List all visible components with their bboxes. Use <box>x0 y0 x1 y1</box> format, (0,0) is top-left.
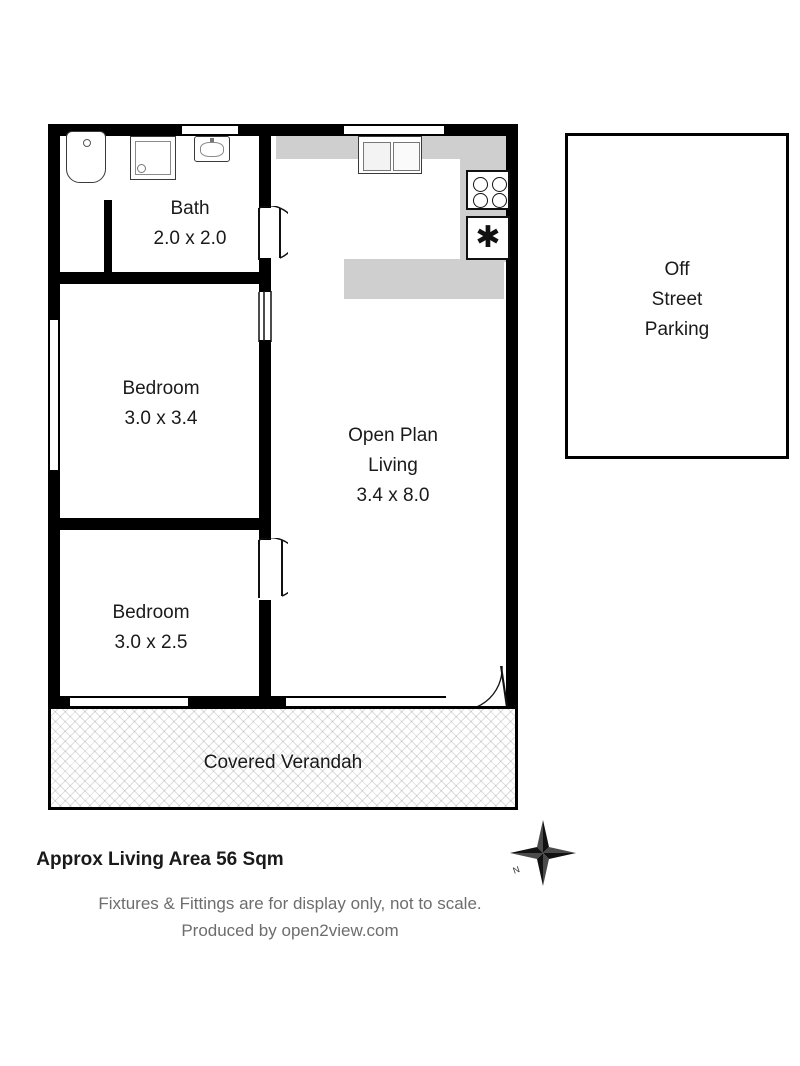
room-label-bath-dims: 2.0 x 2.0 <box>153 228 227 249</box>
parking-label-line2: Street <box>651 289 703 310</box>
interior-wall-bath-bedroom <box>48 272 271 284</box>
parking-label <box>597 255 757 345</box>
room-label-bedroom1 <box>81 374 241 434</box>
room-label-verandah-name: Covered Verandah <box>203 752 363 773</box>
wash-basin-icon <box>194 136 230 162</box>
room-label-bedroom1-dims: 3.0 x 3.4 <box>124 408 198 429</box>
disclaimer-text: Fixtures & Fittings are for display only, not to scale. <box>98 894 482 913</box>
fridge-icon: ✱ <box>466 216 510 260</box>
room-label-bedroom2-name: Bedroom <box>112 602 190 623</box>
room-label-bedroom2-dims: 3.0 x 2.5 <box>114 632 188 653</box>
room-label-verandah <box>183 748 383 778</box>
compass-rose-icon <box>508 818 578 888</box>
room-label-living-name2: Living <box>368 455 418 476</box>
room-label-bath-name: Bath <box>170 198 210 219</box>
shower-icon <box>130 136 176 180</box>
room-label-bedroom1-name: Bedroom <box>122 378 200 399</box>
kitchen-bench-fill-island <box>344 259 504 299</box>
door-swing-bedroom1 <box>258 290 284 344</box>
room-label-living-dims: 3.4 x 8.0 <box>356 485 430 506</box>
window-kitchen-top <box>344 124 444 136</box>
exterior-wall-right <box>506 124 518 708</box>
bathtub-icon <box>66 131 106 183</box>
compass-north-label: N <box>511 864 522 876</box>
door-swing-bedroom2 <box>258 538 288 600</box>
interior-wall-bedroom-bedroom <box>48 518 271 530</box>
room-label-living <box>313 421 473 511</box>
parking-label-line3: Parking <box>644 319 710 340</box>
window-bedroom1-left <box>48 320 60 470</box>
cooktop-icon <box>466 170 510 210</box>
kitchen-sink-icon <box>358 136 422 174</box>
window-bath-top <box>182 124 238 136</box>
exterior-wall-top <box>48 124 518 136</box>
room-label-bath <box>110 194 270 254</box>
room-label-bedroom2 <box>71 598 231 658</box>
door-swing-entry <box>444 664 510 710</box>
producer-text: Produced by open2view.com <box>181 921 399 940</box>
living-area-text: Approx Living Area 56 Sqm <box>36 849 284 870</box>
parking-label-line1: Off <box>664 259 690 280</box>
room-label-living-name: Open Plan <box>348 425 438 446</box>
